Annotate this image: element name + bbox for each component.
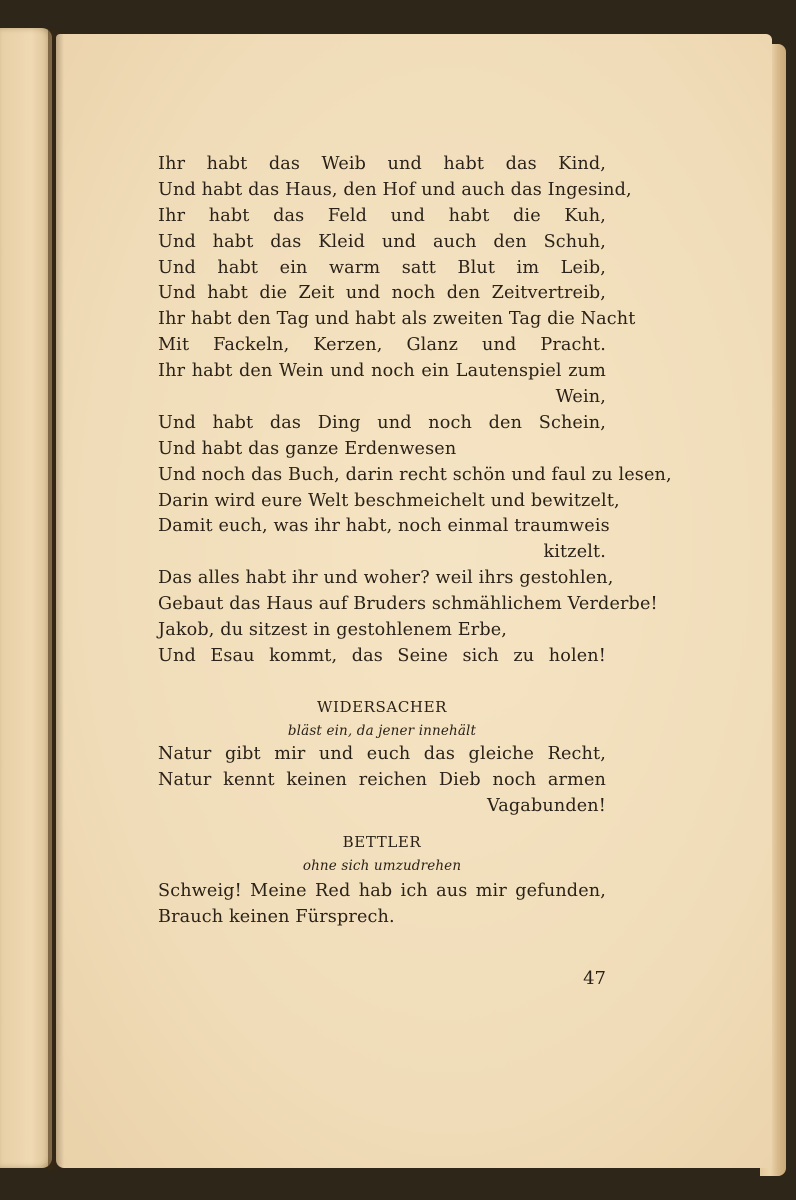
poem-line: Jakob, du sitzest in gestohlenem Erbe, — [158, 620, 508, 641]
poem-line: Und Esau kommt, das Seine sich zu holen! — [158, 645, 606, 666]
poem-line: Das alles habt ihr und woher? weil ihrs gestohlen, — [158, 568, 614, 589]
poem-line: Und habt das Kleid und auch den Schuh, — [158, 231, 606, 252]
poem-line: Ihr habt den Wein und noch ein Lautenspiel zum — [158, 361, 606, 382]
poem-line-continuation: Wein, — [555, 387, 606, 408]
poem-line: Und habt das Ding und noch den Schein, — [158, 412, 606, 433]
poem-line: Ihr habt das Feld und habt die Kuh, — [158, 205, 606, 226]
speech-line-continuation: Vagabunden! — [487, 795, 606, 816]
poem-line-continuation: kitzelt. — [543, 542, 606, 563]
poem-line: Gebaut das Haus auf Bruders schmählichem Verderbe! — [158, 594, 658, 615]
poem-line: Mit Fackeln, Kerzen, Glanz und Pracht. — [158, 335, 606, 356]
section-gap — [158, 819, 606, 829]
speech-line: Natur kennt keinen reichen Dieb noch armen — [158, 769, 606, 790]
speech-line: Brauch keinen Fürsprech. — [158, 907, 395, 928]
poem-line: Und noch das Buch, darin recht schön und faul zu lesen, — [158, 464, 672, 485]
spine-shadow — [48, 30, 64, 1170]
poem-line: Und habt das ganze Erdenwesen — [158, 438, 457, 459]
poem-line: Damit euch, was ihr habt, noch einmal traumweis — [158, 516, 610, 537]
page-text-block — [158, 152, 672, 931]
speaker-widersacher: WIDERSACHER — [316, 697, 448, 716]
stage-direction-bettler: ohne sich umzudrehen — [302, 858, 462, 875]
speech-line: Natur gibt mir und euch das gleiche Recht, — [158, 743, 606, 764]
left-page-edge — [0, 28, 52, 1168]
poem-line: Ihr habt den Tag und habt als zweiten Tag die Nacht — [158, 309, 636, 330]
stage-direction-widersacher: bläst ein, da jener innehält — [287, 722, 477, 739]
poem-line: Und habt ein warm satt Blut im Leib, — [158, 257, 606, 278]
poem-line: Darin wird eure Welt beschmeichelt und bewitzelt, — [158, 490, 620, 511]
poem-line: Und habt das Haus, den Hof und auch das Ingesind, — [158, 179, 632, 200]
speech-line: Schweig! Meine Red hab ich aus mir gefunden, — [158, 881, 606, 902]
poem-line: Ihr habt das Weib und habt das Kind, — [158, 154, 606, 174]
section-gap — [158, 670, 606, 694]
speaker-bettler: BETTLER — [342, 833, 422, 852]
poem-line: Und habt die Zeit und noch den Zeitvertreib, — [158, 283, 606, 304]
page-number: 47 — [583, 968, 606, 989]
